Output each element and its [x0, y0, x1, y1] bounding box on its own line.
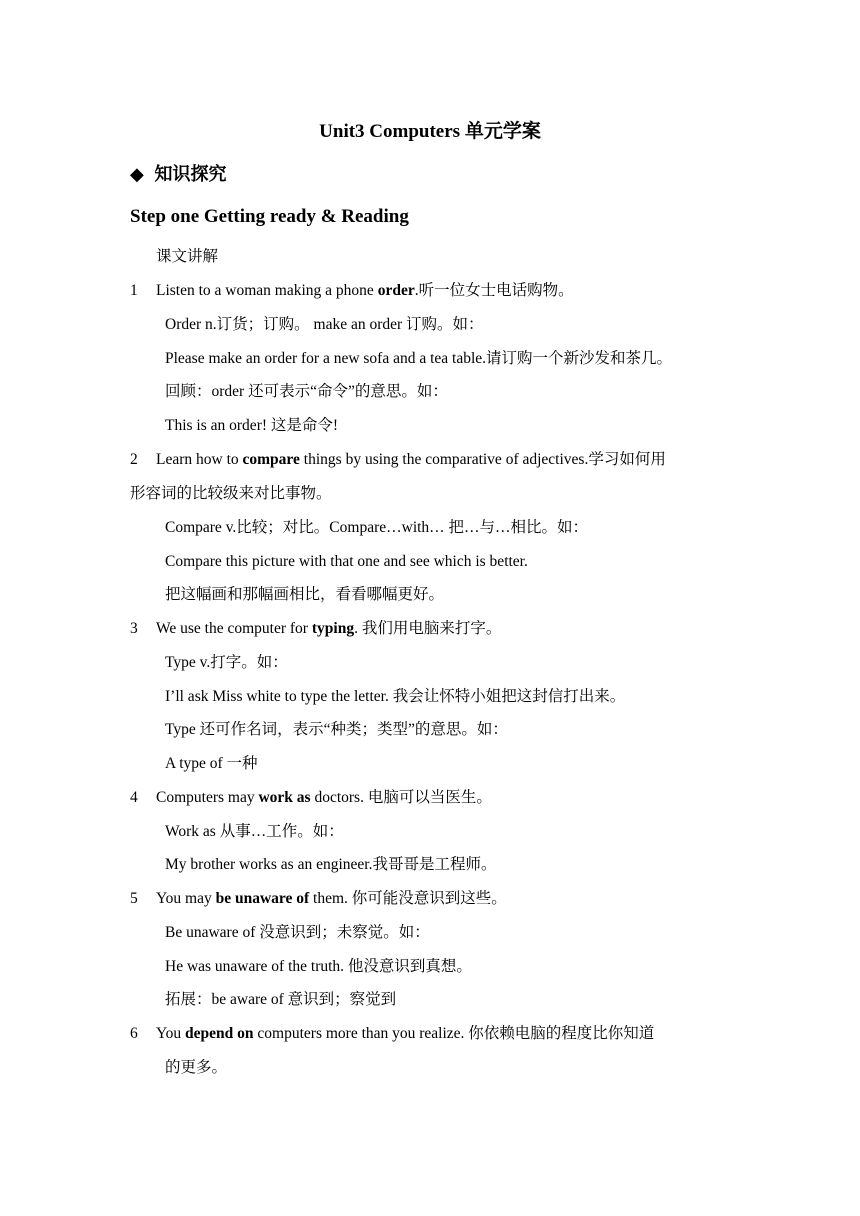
item-text-continued: 形容词的比较级来对比事物。: [130, 485, 332, 502]
item-text: [156, 619, 501, 639]
note-line: 把这幅画和那幅画相比，看看哪幅更好。: [165, 586, 445, 603]
item-text-continued: 的更多。: [165, 1059, 228, 1076]
item-text-post: things by using the comparative of adjectives.学习如何用: [299, 451, 666, 468]
note-line: Type 还可作名词，表示“种类；类型”的意思。如：: [165, 721, 508, 738]
item-text-pre: You may: [156, 890, 216, 907]
note-line: Compare this picture with that one and see which is better.: [165, 553, 528, 570]
item-keyword: compare: [242, 451, 300, 468]
item-text: [156, 889, 507, 909]
section-label: 知识探究: [154, 164, 227, 184]
note-line: A type of 一种: [165, 755, 258, 772]
item-text: [156, 281, 574, 301]
note-line: Be unaware of 没意识到；未察觉。如：: [165, 924, 430, 941]
item-text: [156, 788, 492, 808]
item-text-post: . 我们用电脑来打字。: [354, 620, 502, 637]
note-line: 回顾：order 还可表示“命令”的意思。如：: [165, 383, 448, 400]
note-line: Please make an order for a new sofa and a tea table.请订购一个新沙发和茶几。: [165, 350, 673, 367]
item-keyword: depend on: [185, 1025, 254, 1042]
subheading: 课文讲解: [156, 248, 219, 265]
note-line: 拓展：be aware of 意识到；察觉到: [165, 991, 397, 1008]
item-keyword: work as: [258, 789, 311, 806]
item-text-post: doctors. 电脑可以当医生。: [310, 789, 492, 806]
note-line: He was unaware of the truth. 他没意识到真想。: [165, 958, 472, 975]
item-number: 4: [130, 789, 138, 806]
item-number: 5: [130, 890, 138, 907]
note-line: Order n.订货；订购。 make an order 订购。如：: [165, 316, 484, 333]
item-text-pre: Listen to a woman making a phone: [156, 282, 378, 299]
section-heading: [130, 160, 227, 186]
note-line: This is an order! 这是命令!: [165, 417, 339, 434]
note-line: My brother works as an engineer.我哥哥是工程师。: [165, 856, 497, 873]
item-text: [156, 450, 666, 470]
item-text: [156, 1024, 654, 1044]
item-number: 2: [130, 451, 138, 468]
note-line: Type v.打字。如：: [165, 654, 288, 671]
item-text-post: them. 你可能没意识到这些。: [309, 890, 507, 907]
note-line: I’ll ask Miss white to type the letter. 我会让怀特小姐把这封信打出来。: [165, 688, 626, 705]
page-title: Unit3 Computers 单元学案: [319, 121, 541, 142]
item-text-pre: You: [156, 1025, 186, 1042]
item-keyword: be unaware of: [215, 890, 310, 907]
item-number: 6: [130, 1025, 138, 1042]
item-text-post: .听一位女士电话购物。: [414, 282, 574, 299]
item-keyword: typing: [311, 620, 355, 637]
item-text-post: computers more than you realize. 你依赖电脑的程度比你知道: [253, 1025, 655, 1042]
item-number: 3: [130, 620, 138, 637]
item-text-pre: Learn how to: [156, 451, 243, 468]
item-text-pre: We use the computer for: [156, 620, 312, 637]
note-line: Work as 从事…工作。如：: [165, 823, 344, 840]
item-number: 1: [130, 282, 138, 299]
item-keyword: order: [377, 282, 415, 299]
step-heading: Step one Getting ready & Reading: [130, 206, 409, 227]
note-line: Compare v.比较；对比。Compare…with… 把…与…相比。如：: [165, 519, 589, 536]
item-text-pre: Computers may: [156, 789, 259, 806]
diamond-bullet-icon: ◆: [130, 164, 144, 184]
